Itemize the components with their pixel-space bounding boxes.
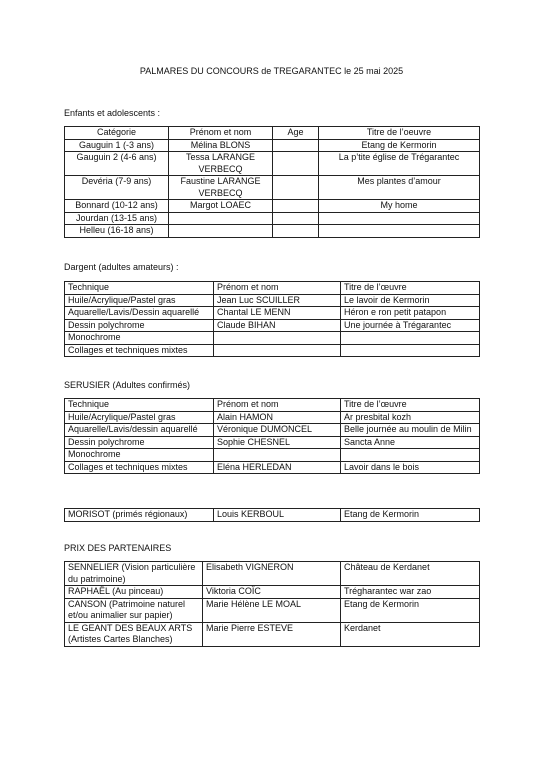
header-cell: Age xyxy=(273,127,319,140)
table-dargent xyxy=(64,281,480,357)
table-row xyxy=(65,139,480,152)
table-cell: Collages et techniques mixtes xyxy=(65,344,214,357)
table-cell xyxy=(273,139,319,152)
table-cell xyxy=(169,225,273,238)
header-cell: Catégorie xyxy=(65,127,169,140)
table-cell: MORISOT (primés régionaux) xyxy=(65,509,214,522)
table-cell: Monochrome xyxy=(65,332,214,345)
table-cell: Le lavoir de Kermorin xyxy=(341,294,480,307)
table-cell: Etang de Kermorin xyxy=(319,139,480,152)
table-row xyxy=(65,307,480,320)
table-morisot xyxy=(64,508,480,522)
table-row xyxy=(65,344,480,357)
header-cell: Titre de l’oeuvre xyxy=(319,127,480,140)
table-cell xyxy=(341,332,480,345)
table-cell xyxy=(273,200,319,213)
table-row xyxy=(65,586,480,599)
table-cell xyxy=(341,344,480,357)
table-row xyxy=(65,622,480,646)
table-row xyxy=(65,294,480,307)
table-cell: Helleu (16-18 ans) xyxy=(65,225,169,238)
table-cell: Héron e ron petit patapon xyxy=(341,307,480,320)
header-cell: Prénom et nom xyxy=(214,399,341,412)
table-row xyxy=(65,598,480,622)
table-cell xyxy=(273,176,319,200)
table-cell: SENNELIER (Vision particulière du patrimoine) xyxy=(65,562,203,586)
table-cell: Sophie CHESNEL xyxy=(214,436,341,449)
table-row xyxy=(65,424,480,437)
table-cell: Etang de Kermorin xyxy=(341,509,480,522)
header-cell: Prénom et nom xyxy=(169,127,273,140)
table-cell: Kerdanet xyxy=(341,622,480,646)
table-cell: Alain HAMON xyxy=(214,411,341,424)
header-cell: Titre de l’œuvre xyxy=(341,282,480,295)
table-cell: Jourdan (13-15 ans) xyxy=(65,212,169,225)
table-cell: La p’tite église de Trégarantec xyxy=(319,152,480,176)
table-row xyxy=(65,449,480,462)
table-header-row xyxy=(65,282,480,295)
table-cell xyxy=(273,225,319,238)
table-cell: Jean Luc SCUILLER xyxy=(214,294,341,307)
table-cell: Mélina BLONS xyxy=(169,139,273,152)
table-row xyxy=(65,332,480,345)
table-cell: Collages et techniques mixtes xyxy=(65,461,214,474)
table-cell: My home xyxy=(319,200,480,213)
table-cell: Louis KERBOUL xyxy=(214,509,341,522)
table-cell: Claude BIHAN xyxy=(214,319,341,332)
table-cell: Ar presbital kozh xyxy=(341,411,480,424)
table-cell: Huile/Acrylique/Pastel gras xyxy=(65,411,214,424)
table-row xyxy=(65,461,480,474)
section-heading-partenaires: PRIX DES PARTENAIRES xyxy=(64,543,172,553)
header-cell: Prénom et nom xyxy=(214,282,341,295)
table-row xyxy=(65,562,480,586)
table-cell: Dessin polychrome xyxy=(65,319,214,332)
table-cell: Trégharantec war zao xyxy=(341,586,480,599)
table-cell: Viktoria COÏC xyxy=(203,586,341,599)
table-enfants xyxy=(64,126,480,238)
table-cell xyxy=(169,212,273,225)
table-cell: Gauguin 1 (-3 ans) xyxy=(65,139,169,152)
table-cell xyxy=(341,449,480,462)
table-cell: Aquarelle/Lavis/dessin aquarellé xyxy=(65,424,214,437)
table-row xyxy=(65,200,480,213)
section-heading-dargent: Dargent (adultes amateurs) : xyxy=(64,262,179,272)
table-cell: Bonnard (10-12 ans) xyxy=(65,200,169,213)
table-row xyxy=(65,152,480,176)
table-cell: Véronique DUMONCEL xyxy=(214,424,341,437)
section-heading-serusier: SERUSIER (Adultes confirmés) xyxy=(64,380,191,390)
table-cell: Sancta Anne xyxy=(341,436,480,449)
header-cell: Technique xyxy=(65,282,214,295)
table-cell xyxy=(273,152,319,176)
table-header-row xyxy=(65,127,480,140)
table-cell: Marie Hélène LE MOAL xyxy=(203,598,341,622)
table-cell xyxy=(214,332,341,345)
table-cell: Lavoir dans le bois xyxy=(341,461,480,474)
table-cell: RAPHAËL (Au pinceau) xyxy=(65,586,203,599)
table-cell: Belle journée au moulin de Milin xyxy=(341,424,480,437)
table-row xyxy=(65,225,480,238)
table-cell: Mes plantes d’amour xyxy=(319,176,480,200)
table-cell: Huile/Acrylique/Pastel gras xyxy=(65,294,214,307)
table-row xyxy=(65,176,480,200)
table-row xyxy=(65,319,480,332)
table-cell xyxy=(214,449,341,462)
table-partenaires xyxy=(64,561,480,647)
table-cell xyxy=(273,212,319,225)
table-cell: Château de Kerdanet xyxy=(341,562,480,586)
table-cell: Marie Pierre ESTEVE xyxy=(203,622,341,646)
table-row xyxy=(65,436,480,449)
table-cell: LE GEANT DES BEAUX ARTS (Artistes Cartes Blanches) xyxy=(65,622,203,646)
table-serusier xyxy=(64,398,480,474)
table-row xyxy=(65,411,480,424)
table-row xyxy=(65,212,480,225)
table-row xyxy=(65,509,480,522)
table-cell: Etang de Kermorin xyxy=(341,598,480,622)
table-cell: Aquarelle/Lavis/Dessin aquarellé xyxy=(65,307,214,320)
header-cell: Titre de l’œuvre xyxy=(341,399,480,412)
table-cell: Dessin polychrome xyxy=(65,436,214,449)
document-title: PALMARES DU CONCOURS de TREGARANTEC le 25 mai 2025 xyxy=(139,66,404,76)
table-cell: Une journée à Trégarantec xyxy=(341,319,480,332)
table-cell xyxy=(214,344,341,357)
table-cell xyxy=(319,225,480,238)
header-cell: Technique xyxy=(65,399,214,412)
section-heading-enfants: Enfants et adolescents : xyxy=(64,108,161,118)
table-cell: Devéria (7-9 ans) xyxy=(65,176,169,200)
table-cell: Faustine LARANGE VERBECQ xyxy=(169,176,273,200)
table-cell xyxy=(319,212,480,225)
table-cell: Tessa LARANGE VERBECQ xyxy=(169,152,273,176)
table-cell: CANSON (Patrimoine naturel et/ou animalier sur papier) xyxy=(65,598,203,622)
table-cell: Eléna HERLEDAN xyxy=(214,461,341,474)
table-cell: Elisabeth VIGNERON xyxy=(203,562,341,586)
table-cell: Gauguin 2 (4-6 ans) xyxy=(65,152,169,176)
table-cell: Chantal LE MENN xyxy=(214,307,341,320)
table-cell: Monochrome xyxy=(65,449,214,462)
table-cell: Margot LOAEC xyxy=(169,200,273,213)
table-header-row xyxy=(65,399,480,412)
